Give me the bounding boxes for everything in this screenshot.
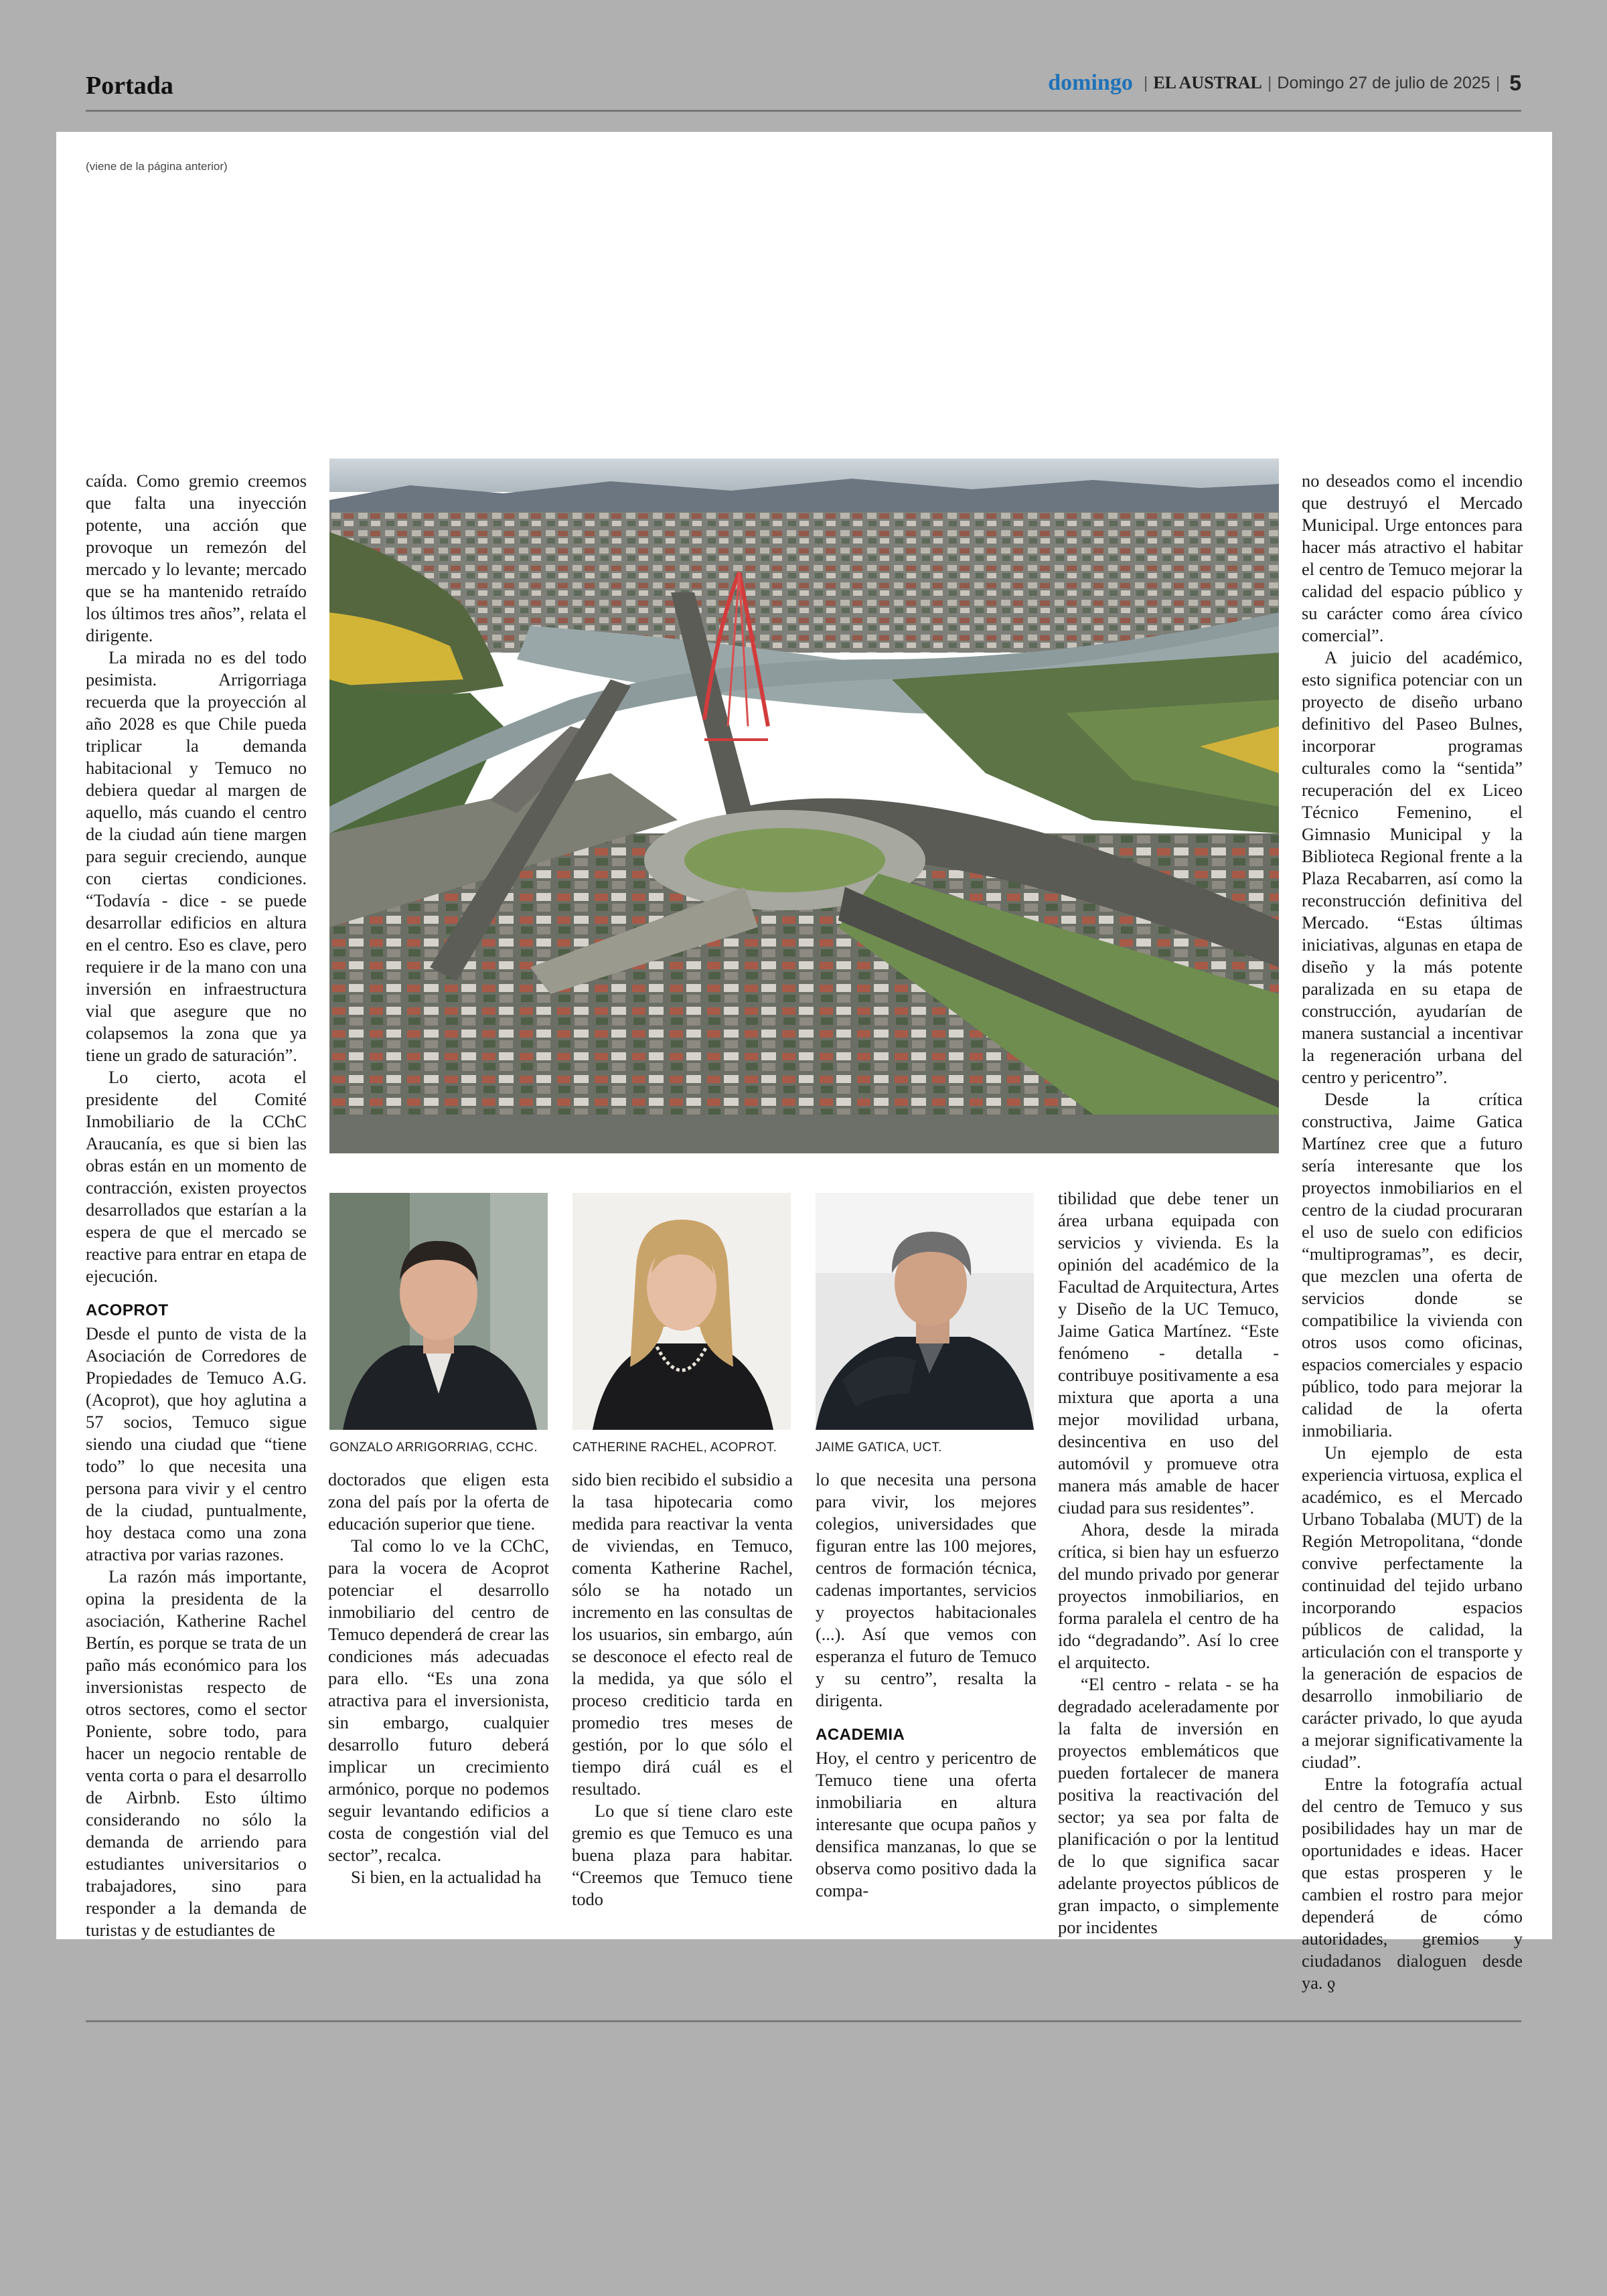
paragraph: La mirada no es del todo pesimista. Arrigorriaga recuerda que la proyección al año 2028 es que Chile pueda triplicar la demanda habitacional y Temuco no debiera quedar al margen de aquello, más cuando el centro de la ciudad aún tiene margen para seguir creciendo, aunque con ciertas condiciones. “Todavía - dice - se puede desarrollar edificios en altura en el centro. Eso es clave, pero requiere ir de la mano con una inversión en infraestructura vial que asegure que no colapsemos la zona que ya tiene un grado de saturación”. (86, 647, 307, 1065)
closing-paragraph-text: Entre la fotografía actual del centro de Temuco y sus posibilidades hay un mar de oportunidades e ideas. Hacer que estas prosperen y le cambien el rostro para mejor dependerá de cómo autoridades, gremios y ciudadanos dialoguen desde ya. (1302, 1774, 1523, 1993)
text-column-4 (816, 1469, 1037, 1902)
paragraph: sido bien recibido el subsidio a la tasa hipotecaria como medida para reactivar la venta de viviendas, en Temuco, comenta Katherine Rachel, sólo se ha notado un incremento en las consultas de los usuarios, sin embargo, aún se desconoce el efecto real de la medida, ya que sólo el proceso crediticio tarda en promedio tres meses de gestión, por lo que sólo el tiempo dirá cuál es el resultado. (572, 1469, 793, 1799)
paragraph: lo que necesita una persona para vivir, los mejores colegios, universidades que figuran entre las 100 mejores, centros de formación técnica, cadenas importantes, servicios y proyectos habitacionales (...). Así que vemos con esperanza el futuro de Temuco y su centro”, resalta la dirigenta. (816, 1469, 1037, 1710)
paragraph: Tal como lo ve la CChC, para la vocera de Acoprot potenciar el desarrollo inmobiliario del centro de Temuco dependerá de crear las condiciones más adecuadas para ello. “Es una zona atractiva para el inversionista, sin embargo, cualquier desarrollo futuro deberá implicar un crecimiento armónico, porque no podemos seguir levantando edificios a costa de congestión vial del sector”, recalca. (328, 1536, 549, 1865)
paragraph: A juicio del académico, esto significa potenciar con un proyecto de diseño urbano definitivo del Paseo Bulnes, incorporar programas culturales como la “sentida” recuperación del ex Liceo Técnico Femenino, el Gimnasio Municipal y la Biblioteca Regional frente a la Plaza Recabarren, así como la reconstrucción definitiva del Mercado. “Estas últimas iniciativas, algunas en etapa de diseño y la más potente paralizada en su etapa de construcción, ayudarían de manera sustancial a incentivar la regeneración urbana del centro y pericentro”. (1302, 647, 1523, 1087)
text-column-5 (1058, 1187, 1279, 1939)
paragraph: tibilidad que debe tener un área urbana equipada con servicios y vivienda. Es la opinión del académico de la Facultad de Arquitectura, Artes y Diseño de la UC Temuco, Jaime Gatica Martínez. “Este fenómeno - detalla - contribuye positivamente a esa mixtura que aporta a una mejor movilidad urbana, desincentiva en uso del automóvil y promueve otra manera más amable de hacer ciudad para sus residentes”. (1058, 1188, 1279, 1518)
paragraph: Lo cierto, acota el presidente del Comité Inmobiliario de la CChC Araucanía, es que si bien las obras están en un momento de contracción, existen proyectos desarrollados que estarían a la espera de que el mercado se reactive para entrar en etapa de ejecución. (86, 1067, 307, 1286)
paragraph: Un ejemplo de esta experiencia virtuosa, explica el académico, es el Mercado Urbano Tobalaba (MUT) de la Región Metropolitana, “donde convive perfectamente la continuidad del tejido urbano incorporando espacios públicos de calidad, la articulación con el transporte y la generación de espacios de desarrollo inmobiliario de carácter privado, lo que ayuda a mejorar significativamente la ciudad”. (1302, 1443, 1523, 1772)
aerial-photo-temuco (329, 459, 1279, 1153)
paragraph: doctorados que eligen esta zona del país por la oferta de educación superior que tiene. (328, 1469, 549, 1534)
text-column-3 (572, 1469, 793, 1910)
portrait-jaime-gatica (816, 1193, 1034, 1430)
paragraph: caída. Como gremio creemos que falta una inyección potente, una acción que provoque un remezón del mercado y lo levante; mercado que se ha mantenido retraído los últimos tres años”, relata el dirigente. (86, 471, 307, 645)
article-page (56, 132, 1552, 1993)
paragraph: “El centro - relata - se ha degradado aceleradamente por la falta de inversión en proyectos emblemáticos que pueden fortalecer de manera positiva la reactivación del sector; ya sea por falta de planificación o por la lentitud de lo que significa sacar adelante proyectos públicos de gran impacto, o simplemente por incidentes (1058, 1674, 1279, 1937)
portrait-catherine-rachel (572, 1193, 791, 1430)
paragraph: Desde la crítica constructiva, Jaime Gatica Martínez cree que a futuro sería interesante que los proyectos inmobiliarios en el centro de la ciudad procuraran el uso de suelo con edificios “multiprogramas”, es decir, que mezclen una oferta de servicios donde se compatibilice la vivienda con otros usos como oficinas, espacios comerciales y espacio público, todo para mejorar la calidad de la oferta inmobiliaria. (1302, 1089, 1523, 1441)
divider: | (1267, 73, 1272, 92)
footer-divider (86, 2020, 1521, 2022)
continued-note: (viene de la página anterior) (86, 160, 228, 173)
divider: | (1143, 73, 1148, 92)
text-column-1 (86, 470, 307, 1941)
subheading-acoprot: ACOPROT (86, 1301, 169, 1319)
subheading-academia: ACADEMIA (816, 1726, 905, 1744)
paragraph: Desde el punto de vista de la Asociación de Corredores de Propiedades de Temuco A.G. (Acoprot), que hoy aglutina a 57 socios, Temuco sigue siendo una ciudad que “tiene todo” lo que necesita una persona para vivir y el centro de la ciudad, puntualmente, hoy destaca como una zona atractiva por varias razones. (86, 1323, 307, 1564)
paragraph (1302, 1773, 1523, 1994)
paragraph: no deseados como el incendio que destruyó el Mercado Municipal. Urge entonces para hacer más atractivo el habitar el centro de Temuco mejorar la calidad del espacio público y su carácter como área cívico comercial”. (1302, 471, 1523, 645)
photo-caption: CATHERINE RACHEL, ACOPROT. (572, 1441, 777, 1455)
issue-date: Domingo 27 de julio de 2025 (1277, 73, 1490, 92)
photo-caption: GONZALO ARRIGORRIAG, CCHC. (329, 1441, 538, 1455)
paragraph: Lo que sí tiene claro este gremio es que Temuco es una buena plaza para habitar. “Creemos que Temuco tiene todo (572, 1801, 793, 1909)
divider: | (1495, 73, 1501, 92)
paragraph: Si bien, en la actualidad ha (351, 1867, 542, 1887)
photo-caption: JAIME GATICA, UCT. (816, 1441, 942, 1455)
paragraph: Hoy, el centro y pericentro de Temuco tiene una oferta inmobiliaria en altura interesante que ocupa paños y densifica manzanas, lo que se observa como positivo dada la compa- (816, 1748, 1037, 1900)
end-mark-icon: ƍ (1327, 1973, 1336, 1993)
brand-logo: domingo (1048, 70, 1133, 95)
publication-name: EL AUSTRAL (1153, 73, 1262, 92)
paragraph: La razón más importante, opina la presidenta de la asociación, Katherine Rachel Bertín, es porque se trata de un paño más económico para los inversionistas respecto de otros sectores, como el sector Poniente, sobre todo, para hacer un negocio rentable de venta corta o para el desarrollo de Airbnb. Esto último considerando no sólo la demanda de arriendo para estudiantes universitarios o trabajadores, sino para responder a la demanda de turistas y de estudiantes de (86, 1566, 307, 1940)
paragraph: Ahora, desde la mirada crítica, si bien hay un esfuerzo del mundo privado por generar proyectos inmobiliarios, en forma paralela el centro de ha ido “degradando”. Así lo cree el arquitecto. (1058, 1520, 1279, 1672)
masthead-info (1048, 68, 1521, 98)
text-column-6 (1302, 470, 1523, 1994)
text-column-2 (328, 1469, 549, 1888)
portrait-gonzalo-arrigorriaga (329, 1193, 548, 1430)
masthead (86, 64, 1521, 112)
page-number: 5 (1509, 70, 1521, 95)
section-title: Portada (86, 72, 173, 100)
